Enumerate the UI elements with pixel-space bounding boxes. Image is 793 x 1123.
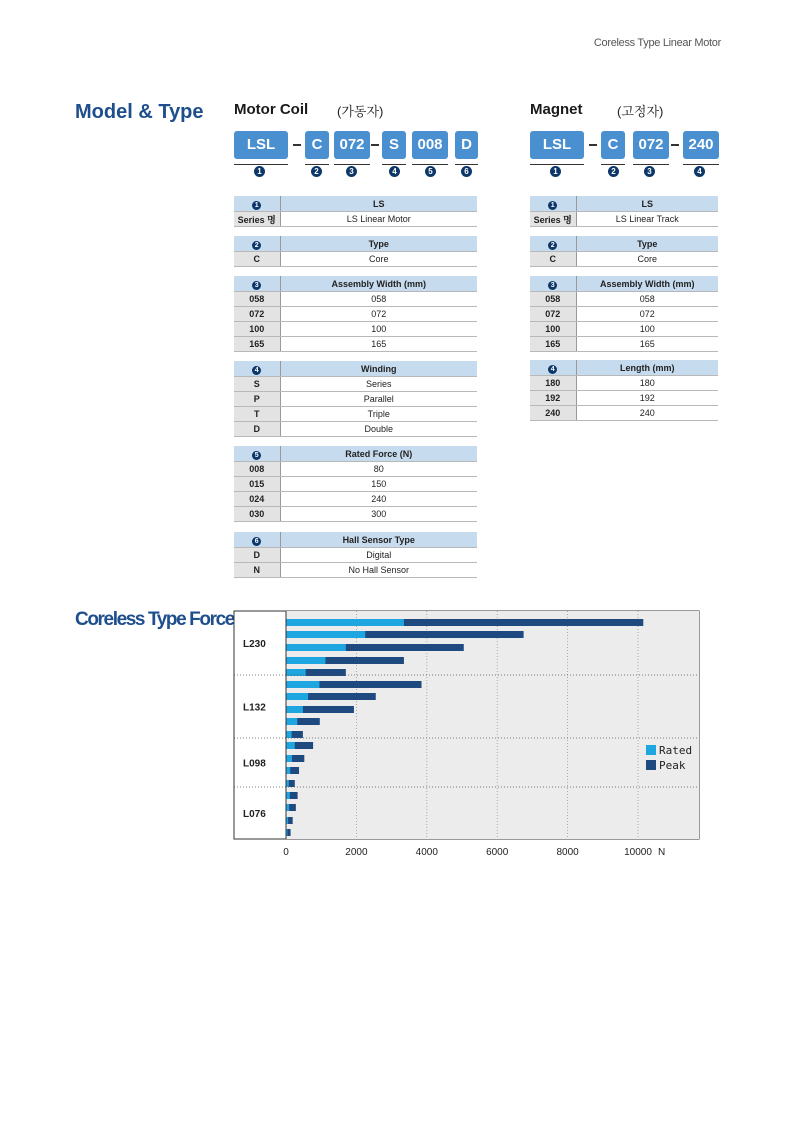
table-row: 015 150: [234, 477, 477, 492]
table-row: 024 240: [234, 492, 477, 507]
table-header: LS: [280, 197, 477, 212]
table-header: Assembly Width (mm): [576, 277, 718, 292]
code-segment: LSL: [234, 131, 288, 159]
motor-coil-force-table: [234, 446, 477, 522]
magnet-title: Magnet: [530, 101, 583, 118]
rated-bar: [286, 644, 346, 651]
code-underline: [234, 164, 288, 165]
table-row: 072 072: [530, 307, 718, 322]
magnet-width-table: [530, 276, 718, 352]
code-segment: 008: [412, 131, 448, 159]
table-row: Series 명 LS Linear Track: [530, 212, 718, 227]
table-number: 3: [252, 281, 261, 290]
table-row: N No Hall Sensor: [234, 563, 477, 578]
table-number: 2: [548, 241, 557, 250]
table-row: 100 100: [530, 322, 718, 337]
x-tick-label: 10000: [624, 847, 652, 858]
motor-coil-code: [234, 131, 484, 159]
motor-coil-winding-table: [234, 361, 477, 437]
code-underline: [305, 164, 329, 165]
code-underline: [683, 164, 719, 165]
code-number: 5: [425, 166, 436, 177]
rated-bar: [286, 619, 404, 626]
legend-swatch: [646, 760, 656, 770]
rated-bar: [286, 767, 290, 774]
table-number: 5: [252, 451, 261, 460]
table-row: T Triple: [234, 407, 477, 422]
table-number: 1: [548, 201, 557, 210]
code-underline: [334, 164, 370, 165]
code-number: 2: [608, 166, 619, 177]
table-row: 240 240: [530, 406, 718, 421]
group-label: L230: [243, 639, 266, 650]
code-segment: C: [305, 131, 329, 159]
magnet-length-table: [530, 360, 718, 421]
table-number: 4: [548, 365, 557, 374]
code-number: 2: [311, 166, 322, 177]
code-number: 3: [346, 166, 357, 177]
code-underline: [455, 164, 478, 165]
code-underline: [530, 164, 584, 165]
x-axis-label: N: [658, 847, 666, 858]
force-chart: [225, 605, 715, 865]
rated-bar: [286, 693, 308, 700]
table-row: 058 058: [530, 292, 718, 307]
rated-bar: [286, 681, 319, 688]
motor-coil-subtitle: (가동자): [337, 104, 384, 119]
code-dash: [293, 144, 301, 146]
magnet-series-table: [530, 196, 718, 227]
table-row: 100 100: [234, 322, 477, 337]
code-number: 6: [461, 166, 472, 177]
table-header: LS: [576, 197, 718, 212]
code-segment: 240: [683, 131, 719, 159]
legend-label: Rated: [659, 744, 693, 757]
motor-coil-hall-table: [234, 532, 477, 578]
table-row: C Core: [234, 252, 477, 267]
page-header-title: Coreless Type Linear Motor: [593, 37, 721, 49]
table-row: 030 300: [234, 507, 477, 522]
table-number: 6: [252, 537, 261, 546]
magnet-code: [530, 131, 720, 159]
table-number: 2: [252, 241, 261, 250]
table-row: S Series: [234, 377, 477, 392]
table-row: 165 165: [530, 337, 718, 352]
code-segment: 072: [334, 131, 370, 159]
table-row: 180 180: [530, 376, 718, 391]
rated-bar: [286, 706, 303, 713]
code-dash: [589, 144, 597, 146]
table-header: Length (mm): [576, 361, 718, 376]
rated-bar: [286, 657, 325, 664]
motor-coil-title: Motor Coil: [234, 101, 309, 118]
table-header: Type: [576, 237, 718, 252]
code-number: 4: [389, 166, 400, 177]
code-underline: [601, 164, 625, 165]
magnet-subtitle: (고정자): [617, 104, 664, 119]
table-header: Type: [280, 237, 477, 252]
group-label: L098: [243, 758, 266, 770]
code-segment: LSL: [530, 131, 584, 159]
table-header: Assembly Width (mm): [280, 277, 477, 292]
rated-bar: [286, 742, 295, 749]
x-tick-label: 4000: [415, 847, 438, 858]
legend-swatch: [646, 745, 656, 755]
table-row: D Digital: [234, 548, 477, 563]
table-row: 192 192: [530, 391, 718, 406]
code-number: 1: [550, 166, 561, 177]
table-row: 165 165: [234, 337, 477, 352]
code-segment: D: [455, 131, 478, 159]
table-header: Winding: [280, 362, 477, 377]
table-header: Rated Force (N): [280, 447, 477, 462]
table-row: P Parallel: [234, 392, 477, 407]
code-dash: [671, 144, 679, 146]
table-row: Series 명 LS Linear Motor: [234, 212, 477, 227]
table-row: 072 072: [234, 307, 477, 322]
table-number: 3: [548, 281, 557, 290]
x-tick-label: 6000: [486, 847, 509, 858]
rated-bar: [286, 792, 290, 799]
code-segment: S: [382, 131, 406, 159]
table-row: D Double: [234, 422, 477, 437]
model-type-title: Model & Type: [75, 101, 204, 123]
code-segment: 072: [633, 131, 669, 159]
group-label: L076: [243, 809, 266, 820]
motor-coil-series-table: [234, 196, 477, 227]
table-row: 058 058: [234, 292, 477, 307]
motor-coil-type-table: [234, 236, 477, 267]
code-underline: [633, 164, 669, 165]
code-segment: C: [601, 131, 625, 159]
code-underline: [382, 164, 406, 165]
rated-bar: [286, 718, 297, 725]
group-label: L132: [243, 702, 266, 714]
motor-coil-width-table: [234, 276, 477, 352]
x-tick-label: 0: [283, 847, 289, 858]
rated-bar: [286, 631, 365, 638]
x-tick-label: 8000: [556, 847, 579, 858]
table-row: C Core: [530, 252, 718, 267]
table-number: 4: [252, 366, 261, 375]
table-number: 1: [252, 201, 261, 210]
rated-bar: [286, 731, 292, 738]
code-dash: [371, 144, 379, 146]
x-tick-label: 2000: [345, 847, 368, 858]
code-number: 4: [694, 166, 705, 177]
legend-label: Peak: [659, 759, 686, 772]
table-header: Hall Sensor Type: [280, 533, 477, 548]
rated-bar: [286, 755, 292, 762]
code-underline: [412, 164, 448, 165]
code-number: 1: [254, 166, 265, 177]
code-number: 3: [644, 166, 655, 177]
force-section-title: Coreless Type Force: [75, 609, 234, 630]
table-row: 008 80: [234, 462, 477, 477]
magnet-type-table: [530, 236, 718, 267]
